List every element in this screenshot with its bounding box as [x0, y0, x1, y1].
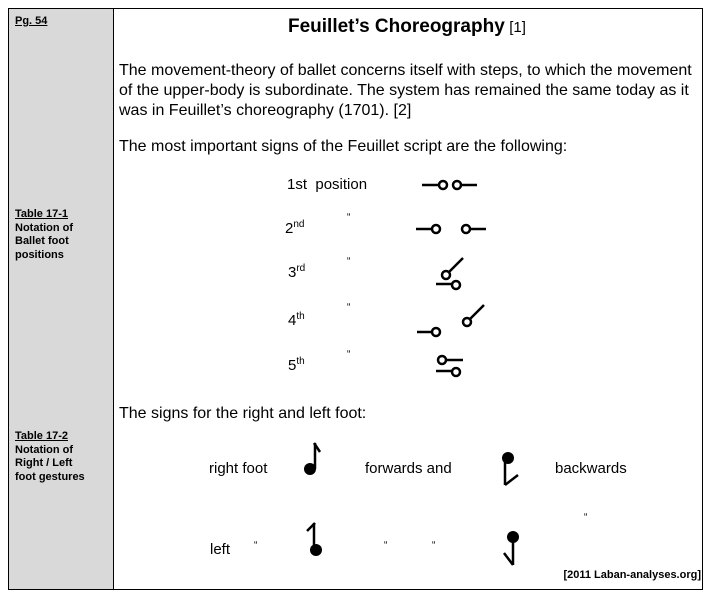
caption-line: positions: [15, 248, 64, 261]
right-foot-backward-icon: [502, 452, 518, 485]
ditto-mark: “: [584, 512, 588, 523]
paragraph-line: The movement-theory of ballet concerns itself with steps, to which the movement: [119, 62, 692, 79]
caption-line: Notation of: [15, 443, 74, 456]
caption-line: Right / Left: [15, 457, 73, 469]
ordinal-suffix: th: [296, 311, 305, 322]
table-label: Table 17-2: [15, 430, 68, 442]
third-position-icon: [436, 258, 463, 289]
foot-intro: The signs for the right and left foot:: [119, 405, 367, 422]
title-reference: [1]: [509, 19, 526, 36]
table-label: Table 17-1: [15, 208, 68, 220]
copyright-footer: [2011 Laban-analyses.org]: [563, 569, 701, 581]
position-word: position: [315, 176, 368, 193]
ditto-mark: “: [347, 212, 351, 223]
first-position-icon: [422, 181, 477, 189]
ordinal-suffix: th: [296, 356, 305, 367]
position-number: 1st: [287, 176, 308, 193]
left-foot-label: left: [210, 541, 231, 558]
caption-line: Notation of: [15, 221, 74, 234]
right-foot-forward-icon: [304, 443, 320, 475]
position-number: 3: [288, 264, 297, 281]
paragraph-line: of the upper-body is subordinate. The system has remained the same today as it: [119, 82, 689, 99]
right-foot-label: right foot: [209, 460, 268, 477]
forwards-label: forwards and: [365, 460, 452, 477]
position-number: 5: [288, 357, 297, 374]
ditto-mark: “: [384, 540, 388, 551]
signs-intro: The most important signs of the Feuillet script are the following:: [119, 138, 568, 155]
left-foot-backward-icon: [504, 531, 519, 565]
fourth-position-icon: [417, 305, 484, 336]
left-foot-forward-icon: [307, 523, 322, 556]
caption-line: Ballet foot: [15, 235, 69, 247]
ditto-mark: “: [347, 349, 351, 360]
title-text: Feuillet’s Choreography: [288, 16, 505, 37]
second-position-icon: [416, 225, 486, 233]
ditto-mark: “: [432, 540, 436, 551]
position-number: 4: [288, 312, 297, 329]
ordinal-suffix: rd: [296, 263, 306, 274]
page-number: Pg. 54: [15, 15, 48, 27]
backwards-label: backwards: [555, 460, 627, 477]
ditto-mark: “: [254, 540, 258, 551]
ditto-mark: “: [347, 256, 351, 267]
ditto-mark: “: [347, 302, 351, 313]
fifth-position-icon: [436, 356, 463, 376]
paragraph-line: was in Feuillet’s choreography (1701). [2]: [119, 102, 412, 119]
caption-line: foot gestures: [15, 470, 85, 483]
ordinal-suffix: nd: [293, 219, 305, 230]
position-number: 2: [285, 220, 294, 237]
